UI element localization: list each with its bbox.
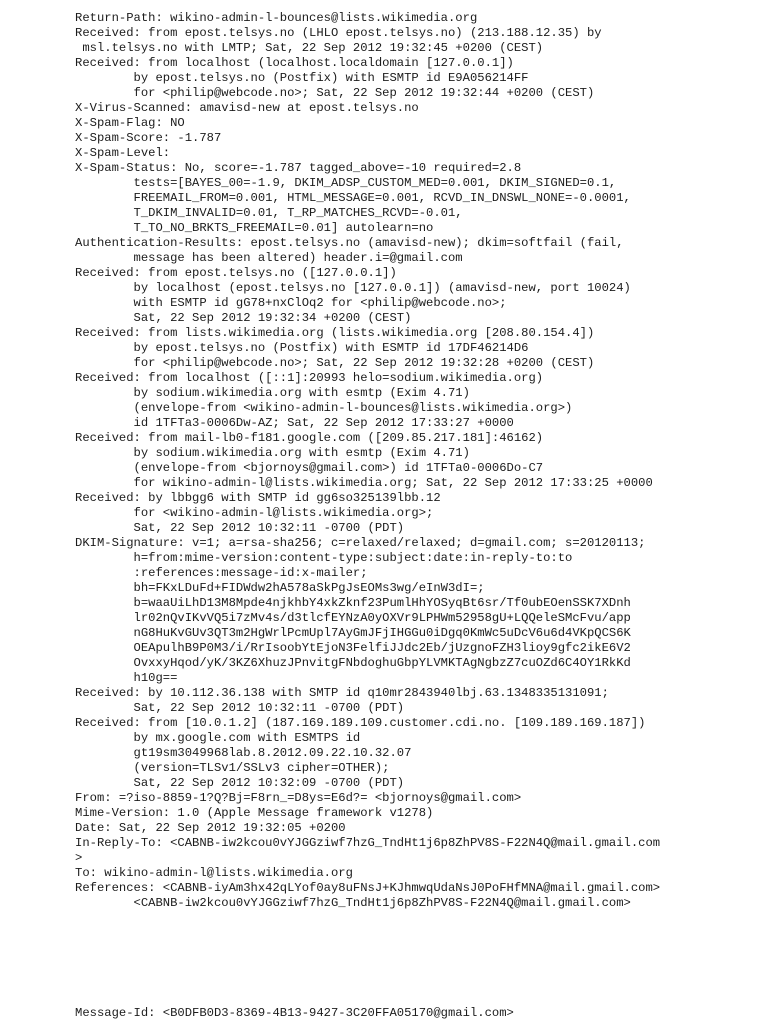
header-line: <CABNB-iw2kcou0vYJGGziwf7hzG_TndHt1j6p8ZhPV8S-F22N4Q@mail.gmail.com> xyxy=(75,896,631,910)
header-line: Date: Sat, 22 Sep 2012 19:32:05 +0200 xyxy=(75,821,346,835)
header-line: T_DKIM_INVALID=0.01, T_RP_MATCHES_RCVD=-0.01, xyxy=(75,206,463,220)
header-line: for <philip@webcode.no>; Sat, 22 Sep 2012 19:32:28 +0200 (CEST) xyxy=(75,356,595,370)
header-line: (envelope-from <wikino-admin-l-bounces@lists.wikimedia.org>) xyxy=(75,401,573,415)
header-line: X-Virus-Scanned: amavisd-new at epost.telsys.no xyxy=(75,101,419,115)
header-line: DKIM-Signature: v=1; a=rsa-sha256; c=relaxed/relaxed; d=gmail.com; s=20120113; xyxy=(75,536,646,550)
header-line: Received: from [10.0.1.2] (187.169.189.109.customer.cdi.no. [109.189.169.187]) xyxy=(75,716,646,730)
header-line: gt19sm3049968lab.8.2012.09.22.10.32.07 xyxy=(75,746,412,760)
header-line: for wikino-admin-l@lists.wikimedia.org; Sat, 22 Sep 2012 17:33:25 +0000 xyxy=(75,476,653,490)
header-line: Received: from localhost (localhost.localdomain [127.0.0.1]) xyxy=(75,56,514,70)
header-line: Return-Path: wikino-admin-l-bounces@lists.wikimedia.org xyxy=(75,11,478,25)
header-line: by mx.google.com with ESMTPS id xyxy=(75,731,361,745)
header-line: with ESMTP id gG78+nxClOq2 for <philip@webcode.no>; xyxy=(75,296,507,310)
header-line: by sodium.wikimedia.org with esmtp (Exim 4.71) xyxy=(75,386,470,400)
header-line: X-Spam-Flag: NO xyxy=(75,116,185,130)
header-line: Sat, 22 Sep 2012 10:32:11 -0700 (PDT) xyxy=(75,701,405,715)
header-line: for <philip@webcode.no>; Sat, 22 Sep 2012 19:32:44 +0200 (CEST) xyxy=(75,86,595,100)
header-line: message has been altered) header.i=@gmail.com xyxy=(75,251,463,265)
header-line: by epost.telsys.no (Postfix) with ESMTP id 17DF46214D6 xyxy=(75,341,529,355)
header-line: Received: from localhost ([::1]:20993 helo=sodium.wikimedia.org) xyxy=(75,371,544,385)
header-line: tests=[BAYES_00=-1.9, DKIM_ADSP_CUSTOM_MED=0.001, DKIM_SIGNED=0.1, xyxy=(75,176,617,190)
header-line: :references:message-id:x-mailer; xyxy=(75,566,368,580)
header-line: Sat, 22 Sep 2012 10:32:11 -0700 (PDT) xyxy=(75,521,405,535)
header-line: by localhost (epost.telsys.no [127.0.0.1]) (amavisd-new, port 10024) xyxy=(75,281,631,295)
header-line: (version=TLSv1/SSLv3 cipher=OTHER); xyxy=(75,761,390,775)
header-line: h=from:mime-version:content-type:subject:date:in-reply-to:to xyxy=(75,551,573,565)
header-line: (envelope-from <bjornoys@gmail.com>) id 1TFTa0-0006Do-C7 xyxy=(75,461,544,475)
message-id-header-line: Message-Id: <B0DFB0D3-8369-4B13-9427-3C20FFA05170@gmail.com> xyxy=(75,1006,514,1020)
header-line: Received: from epost.telsys.no (LHLO epost.telsys.no) (213.188.12.35) by xyxy=(75,26,602,40)
email-header-block xyxy=(75,11,765,911)
header-line: Received: from epost.telsys.no ([127.0.0.1]) xyxy=(75,266,397,280)
header-line: T_TO_NO_BRKTS_FREEMAIL=0.01] autolearn=no xyxy=(75,221,434,235)
header-line: Sat, 22 Sep 2012 10:32:09 -0700 (PDT) xyxy=(75,776,405,790)
header-line: for <wikino-admin-l@lists.wikimedia.org>; xyxy=(75,506,434,520)
header-line: Sat, 22 Sep 2012 19:32:34 +0200 (CEST) xyxy=(75,311,412,325)
header-line: Received: from lists.wikimedia.org (lists.wikimedia.org [208.80.154.4]) xyxy=(75,326,595,340)
header-line: X-Spam-Level: xyxy=(75,146,171,160)
header-line: > xyxy=(75,851,83,865)
header-line: References: <CABNB-iyAm3hx42qLYof0ay8uFNsJ+KJhmwqUdaNsJ0PoFHfMNA@mail.gmail.com> xyxy=(75,881,661,895)
header-line: OvxxyHqod/yK/3KZ6XhuzJPnvitgFNbdoghuGbpYLVMKTAgNgbzZ7cuOZd6C4OY1RkKd xyxy=(75,656,631,670)
header-line: msl.telsys.no with LMTP; Sat, 22 Sep 2012 19:32:45 +0200 (CEST) xyxy=(75,41,544,55)
header-line: To: wikino-admin-l@lists.wikimedia.org xyxy=(75,866,353,880)
header-line: bh=FKxLDuFd+FIDWdw2hA578aSkPgJsEOMs3wg/eInW3dI=; xyxy=(75,581,485,595)
header-line: X-Spam-Status: No, score=-1.787 tagged_above=-10 required=2.8 xyxy=(75,161,522,175)
header-line: Received: by lbbgg6 with SMTP id gg6so325139lbb.12 xyxy=(75,491,441,505)
header-line: OEApulhB9P0M3/i/RrIsoobYtEjoN3FelfiJJdc2Eb/jUzgnoFZH3lioy9gfc2ikE6V2 xyxy=(75,641,631,655)
header-line: by sodium.wikimedia.org with esmtp (Exim 4.71) xyxy=(75,446,470,460)
header-line: h10g== xyxy=(75,671,178,685)
header-line: Received: from mail-lb0-f181.google.com ([209.85.217.181]:46162) xyxy=(75,431,544,445)
header-line: by epost.telsys.no (Postfix) with ESMTP id E9A056214FF xyxy=(75,71,529,85)
header-line: lr02nQvIKvVQ5i7zMv4s/d3tlcfEYNzA0yOXVr9LPHWm52958gU+LQQeleSMcFvu/app xyxy=(75,611,631,625)
header-line: b=waaUiLhD13M8Mpde4njkhbY4xkZknf23PumlHhYOSyqBt6sr/Tf0ubEOenSSK7XDnh xyxy=(75,596,631,610)
header-line: From: =?iso-8859-1?Q?Bj=F8rn_=D8ys=E6d?= <bjornoys@gmail.com> xyxy=(75,791,522,805)
header-line: FREEMAIL_FROM=0.001, HTML_MESSAGE=0.001, RCVD_IN_DNSWL_NONE=-0.0001, xyxy=(75,191,631,205)
header-line: X-Spam-Score: -1.787 xyxy=(75,131,222,145)
header-line: Mime-Version: 1.0 (Apple Message framework v1278) xyxy=(75,806,434,820)
header-line: Received: by 10.112.36.138 with SMTP id q10mr2843940lbj.63.1348335131091; xyxy=(75,686,609,700)
header-line: id 1TFTa3-0006Dw-AZ; Sat, 22 Sep 2012 17:33:27 +0000 xyxy=(75,416,514,430)
header-line: Authentication-Results: epost.telsys.no (amavisd-new); dkim=softfail (fail, xyxy=(75,236,624,250)
header-line: In-Reply-To: <CABNB-iw2kcou0vYJGGziwf7hzG_TndHt1j6p8ZhPV8S-F22N4Q@mail.gmail.com xyxy=(75,836,661,850)
header-line: nG8HuKvGUv3QT3m2HgWrlPcmUpl7AyGmJFjIHGGu0iDgq0KmWc5uDcV6u6d4VKpQCS6K xyxy=(75,626,631,640)
